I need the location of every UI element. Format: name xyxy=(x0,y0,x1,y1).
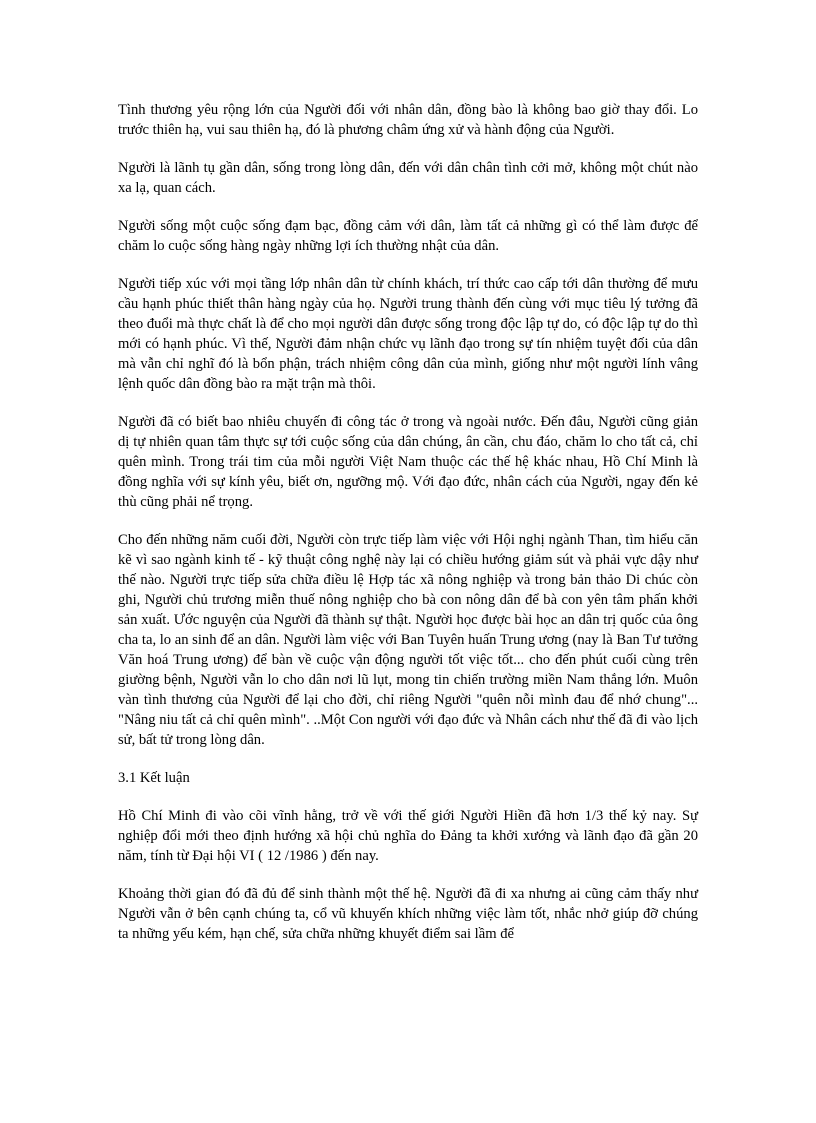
body-paragraph: Cho đến những năm cuối đời, Người còn trực tiếp làm việc với Hội nghị ngành Than, tìm hiểu căn kẽ vì sao ngành kinh tế - kỹ thuật công nghệ này lại có chiều hướng giảm sút và phải vực dậy như thế nào. Người trực tiếp sửa chữa điều lệ Hợp tác xã nông nghiệp và trong bản thảo Di chúc còn ghi, Người chủ trương miễn thuế nông nghiệp cho bà con nông dân để bà con yên tâm phấn khởi sản xuất. Ước nguyện của Người đã thành sự thật. Người học được bài học an dân trị quốc của ông cha ta, lo an sinh để an dân. Người làm việc với Ban Tuyên huấn Trung ương (nay là Ban Tư tưởng Văn hoá Trung ương) để bàn về cuộc vận động người tốt việc tốt... cho đến phút cuối cùng trên giường bệnh, Người vẫn lo cho dân nơi lũ lụt, mong tin chiến trường miền Nam thắng lớn. Muôn vàn tình thương của Người để lại cho đời, chỉ riêng Người "quên nỗi mình đau để nhớ chung"... "Nâng niu tất cả chỉ quên mình". ..Một Con người với đạo đức và Nhân cách như thế đã đi vào lịch sử, bất tử trong lòng dân. xyxy=(118,532,698,748)
body-paragraph: Người sống một cuộc sống đạm bạc, đồng cảm với dân, làm tất cả những gì có thể làm được để chăm lo cuộc sống hàng ngày những lợi ích thường nhật của dân. xyxy=(118,218,698,254)
section-heading: 3.1 Kết luận xyxy=(118,770,190,786)
body-paragraph: Người đã có biết bao nhiêu chuyến đi công tác ở trong và ngoài nước. Đến đâu, Người cũng giản dị tự nhiên quan tâm thực sự tới cuộc sống của dân chúng, ân cần, chu đáo, chăm lo cho tất cả, chỉ quên mình. Trong trái tim của mỗi người Việt Nam thuộc các thế hệ khác nhau, Hồ Chí Minh là đồng nghĩa với sự kính yêu, biết ơn, ngưỡng mộ. Với đạo đức, nhân cách của Người, ngay đến kẻ thù cũng phải nể trọng. xyxy=(118,414,698,510)
conclusion-paragraph: Khoảng thời gian đó đã đủ để sinh thành một thế hệ. Người đã đi xa nhưng ai cũng cảm thấy như Người vẫn ở bên cạnh chúng ta, cổ vũ khuyến khích những việc làm tốt, nhắc nhở giúp đỡ chúng ta những yếu kém, hạn chế, sửa chữa những khuyết điểm sai lầm để xyxy=(118,886,698,942)
body-paragraph: Người là lãnh tụ gần dân, sống trong lòng dân, đến với dân chân tình cởi mở, không một chút nào xa lạ, quan cách. xyxy=(118,160,698,196)
document-page xyxy=(118,100,698,962)
body-paragraph: Người tiếp xúc với mọi tầng lớp nhân dân từ chính khách, trí thức cao cấp tới dân thường để mưu cầu hạnh phúc thiết thân hàng ngày của họ. Người trung thành đến cùng với mục tiêu lý tưởng đã theo đuổi mà thực chất là để cho mọi người dân được sống trong độc lập tự do, có độc lập tự do thì mới có hạnh phúc. Vì thế, Người đảm nhận chức vụ lãnh đạo trong sự tín nhiệm tuyệt đối của dân mà vẫn chỉ nghĩ đó là bổn phận, trách nhiệm công dân của mình, giống như một người lính vâng lệnh quốc dân đồng bào ra mặt trận mà thôi. xyxy=(118,276,698,392)
body-paragraph: Tình thương yêu rộng lớn của Người đối với nhân dân, đồng bào là không bao giờ thay đổi. Lo trước thiên hạ, vui sau thiên hạ, đó là phương châm ứng xử và hành động của Người. xyxy=(118,102,698,138)
conclusion-paragraph: Hồ Chí Minh đi vào cõi vĩnh hằng, trở về với thế giới Người Hiền đã hơn 1/3 thế kỷ nay. Sự nghiệp đổi mới theo định hướng xã hội chủ nghĩa do Đảng ta khởi xướng và lãnh đạo đã gần 20 năm, tính từ Đại hội VI ( 12 /1986 ) đến nay. xyxy=(118,808,698,864)
